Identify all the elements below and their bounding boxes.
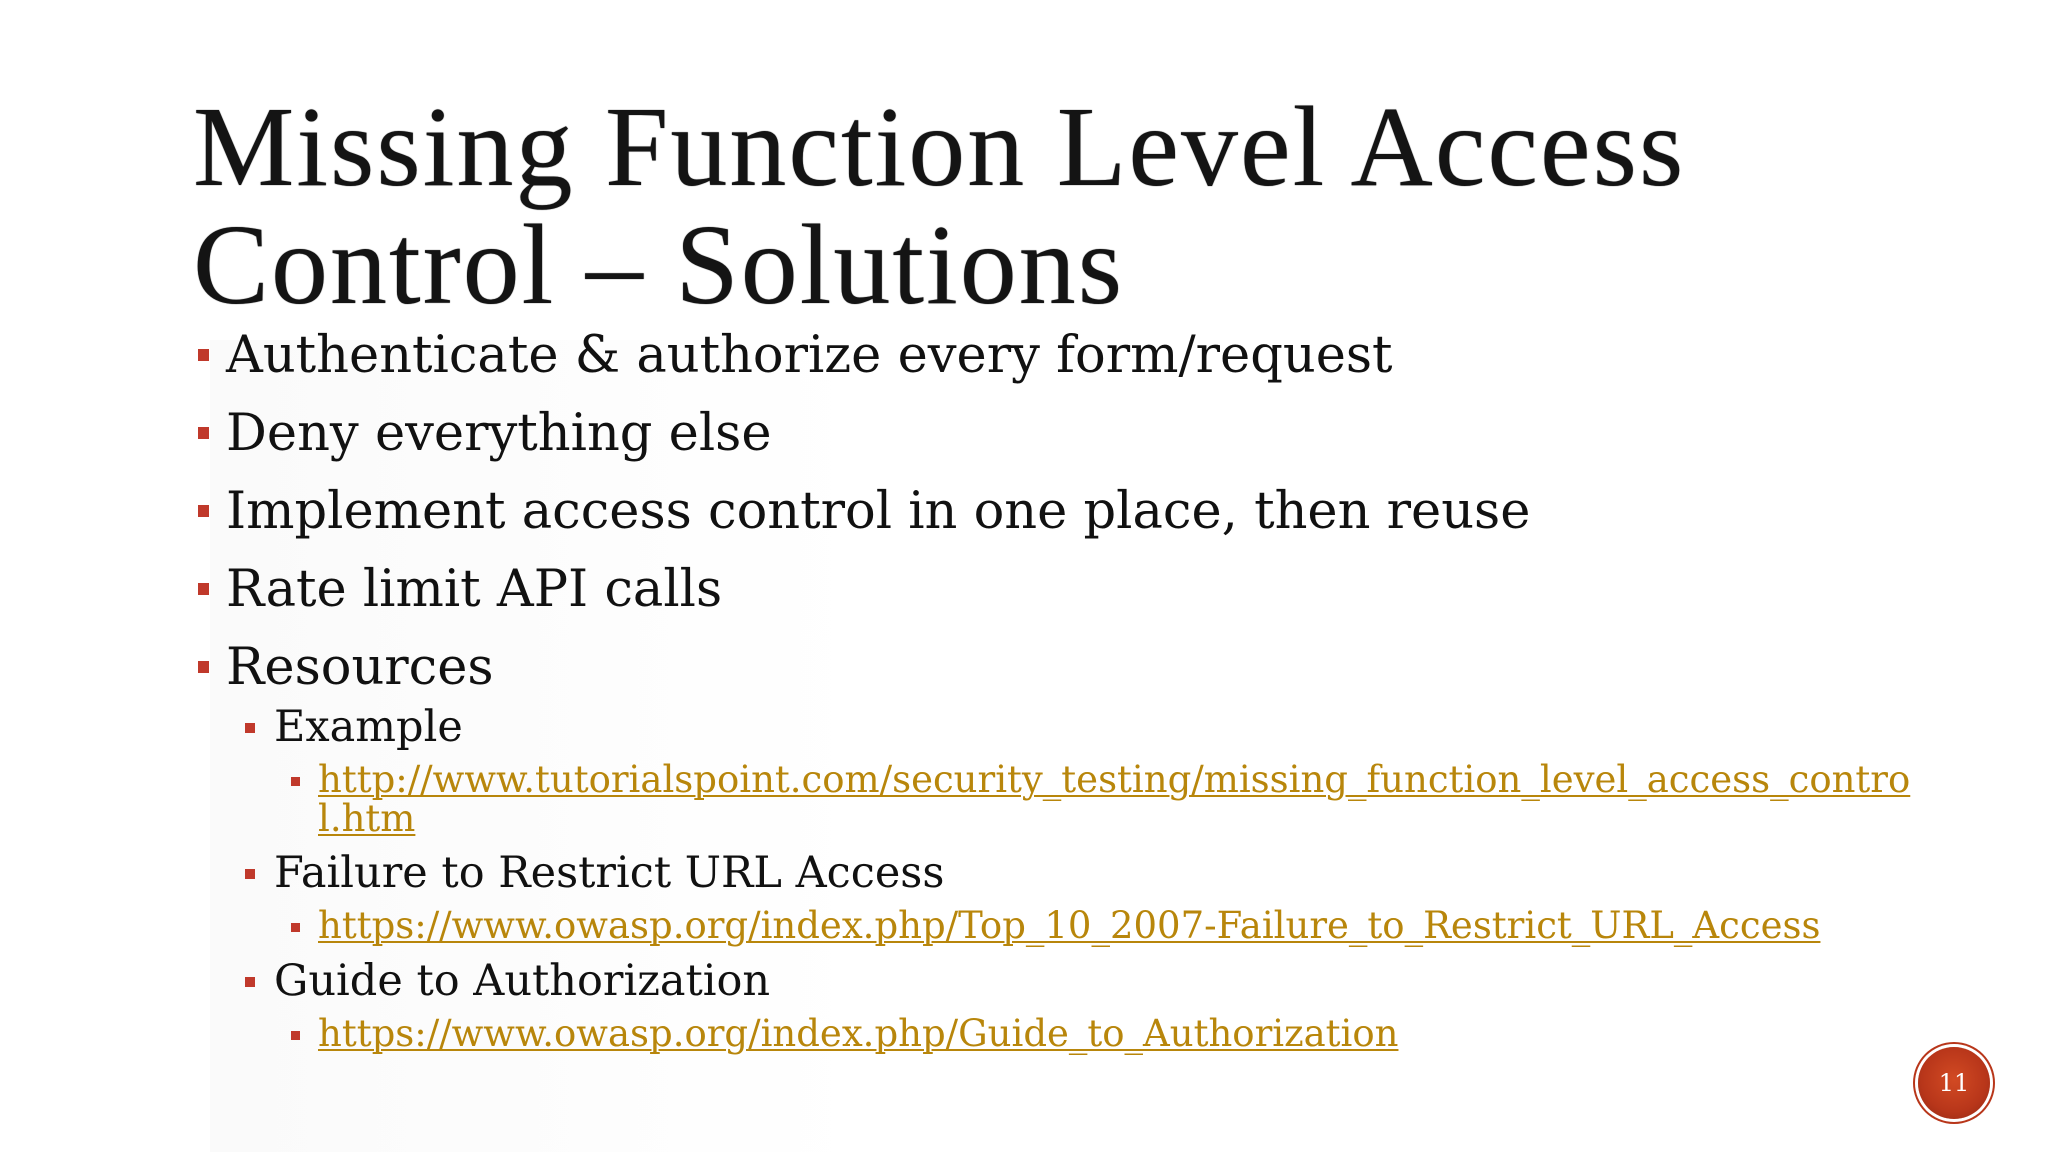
tutorialspoint-link[interactable]: http://www.tutorialspoint.com/security_testing/missing_function_level_access_control.htm (318, 758, 1911, 840)
resource-label: Guide to Authorization (274, 956, 771, 1006)
slide-content (198, 326, 1911, 1064)
square-bullet-icon (245, 723, 255, 733)
bullet-item (198, 560, 1898, 638)
square-bullet-icon (198, 661, 209, 673)
bullet-text: Authenticate & authorize every form/request (226, 326, 1393, 385)
resource-label: Failure to Restrict URL Access (274, 848, 945, 898)
bullet-text: Deny everything else (226, 404, 772, 463)
square-bullet-icon (198, 349, 209, 361)
bullet-item (198, 482, 1898, 560)
bullet-item (198, 404, 1898, 482)
title-line-2: Control – Solutions (193, 201, 1125, 328)
owasp-authorization-link[interactable]: https://www.owasp.org/index.php/Guide_to_Authorization (318, 1012, 1399, 1055)
resource-item-failure-to-restrict (198, 848, 1898, 906)
square-bullet-icon (291, 923, 300, 932)
bullet-item (198, 326, 1898, 404)
square-bullet-icon (198, 427, 209, 439)
square-bullet-icon (198, 583, 209, 595)
square-bullet-icon (291, 777, 300, 786)
square-bullet-icon (245, 977, 255, 987)
square-bullet-icon (245, 869, 255, 879)
resource-link-item (198, 1014, 2048, 1064)
title-line-1: Missing Function Level Access (193, 83, 1686, 210)
resource-link-item (198, 760, 2048, 848)
page-number: 11 (1938, 1069, 1970, 1097)
resource-item-example (198, 702, 1898, 760)
bullet-item-resources (198, 638, 1898, 702)
square-bullet-icon (291, 1031, 300, 1040)
slide-title (193, 83, 1893, 328)
owasp-url-access-link[interactable]: https://www.owasp.org/index.php/Top_10_2007-Failure_to_Restrict_URL_Access (318, 904, 1821, 947)
resource-link-item (198, 906, 2048, 956)
bullet-text: Rate limit API calls (226, 560, 723, 619)
resource-item-guide-to-authorization (198, 956, 1898, 1014)
page-number-badge (1918, 1047, 1990, 1119)
bullet-text: Resources (226, 638, 494, 697)
resource-label: Example (274, 702, 463, 752)
square-bullet-icon (198, 505, 209, 517)
bullet-text: Implement access control in one place, then reuse (226, 482, 1531, 541)
